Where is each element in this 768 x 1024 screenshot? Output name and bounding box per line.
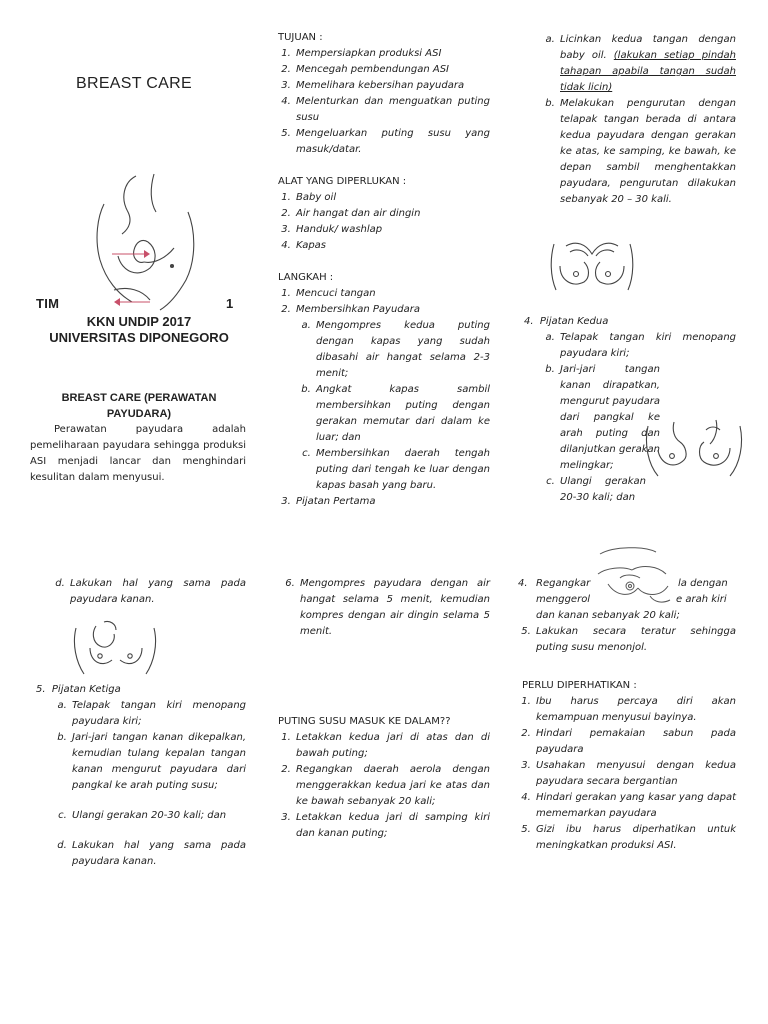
step-label: Pijatan Kedua bbox=[539, 316, 609, 327]
pijatan-pertama-list bbox=[540, 32, 736, 208]
list-item: 1. Baby oil bbox=[294, 190, 490, 206]
column-5 bbox=[282, 576, 490, 640]
baby-oil-text: baby oil. bbox=[560, 50, 607, 61]
puting-list-5 bbox=[518, 624, 736, 656]
list-item: 1. Mencuci tangan bbox=[294, 286, 490, 302]
list-item: d. Lakukan hal yang sama pada payudara kanan. bbox=[70, 838, 246, 870]
list-item bbox=[518, 576, 736, 608]
intro-heading: BREAST CARE (PERAWATAN PAYUDARA) bbox=[61, 392, 217, 420]
breast-care-illustration bbox=[84, 168, 204, 318]
list-item: 2. Air hangat dan air dingin bbox=[294, 206, 490, 222]
alat-list bbox=[278, 190, 490, 254]
perlu-list bbox=[518, 694, 736, 854]
list-item: 2. Mencegah pembendungan ASI bbox=[294, 62, 490, 78]
list-item: d. Lakukan hal yang sama pada payudara kanan. bbox=[68, 576, 246, 608]
org-line-1: KKN UNDIP 2017 bbox=[86, 314, 192, 329]
list-item: 3. Memelihara kebersihan payudara bbox=[294, 78, 490, 94]
list-item: c. Ulangi gerakan 20-30 kali; dan bbox=[70, 808, 246, 824]
step-5-label bbox=[36, 682, 246, 698]
step-number: 4. bbox=[524, 316, 534, 327]
langkah-2-sublist bbox=[296, 318, 490, 494]
tujuan-list bbox=[278, 46, 490, 158]
text-fragment: la dengan bbox=[678, 578, 728, 589]
step-label: Pijatan Ketiga bbox=[51, 684, 121, 695]
list-item: 5. Gizi ibu harus diperhatikan untuk meningkatkan produksi ASI. bbox=[534, 822, 736, 854]
pijatan-kedua-d bbox=[52, 576, 246, 608]
tujuan-heading: TUJUAN : bbox=[278, 32, 323, 43]
pijatan-ketiga bbox=[36, 682, 246, 870]
list-item: 3. Pijatan Pertama bbox=[294, 494, 490, 510]
text-fragment: dan kanan sebanyak 20 kali; bbox=[536, 610, 680, 621]
list-item: b. Jari-jari tangan kanan dikepalkan, kemudian tulang kepalan tangan kanan mengurut payudara dari pangkal ke arah puting susu; bbox=[70, 730, 246, 794]
list-item: 1. Mempersiapkan produksi ASI bbox=[294, 46, 490, 62]
langkah-list bbox=[278, 286, 490, 510]
pijatan-pertama-illustration bbox=[546, 236, 638, 296]
puting-section bbox=[278, 714, 490, 842]
list-item: 3. Usahakan menyusui dengan kedua payudara secara bergantian bbox=[534, 758, 736, 790]
list-item bbox=[294, 302, 490, 494]
step-text: b. Jari-jari tangan kanan dirapatkan, mengurut payudara dari pangkal ke arah puting dan dilanjutkan gerakan melingkar; bbox=[560, 364, 660, 471]
list-item: 1. Letakkan kedua jari di atas dan di bawah puting; bbox=[294, 730, 490, 762]
puting-heading: PUTING SUSU MASUK KE DALAM?? bbox=[278, 716, 451, 727]
step-4-label bbox=[524, 314, 736, 330]
pijatan-kedua-illustration bbox=[644, 416, 744, 480]
step-text: c. Ulangi gerakan 20-30 kali; dan bbox=[560, 476, 646, 503]
team-label: TIM bbox=[36, 296, 60, 311]
list-item: 4. Hindari gerakan yang kasar yang dapat mememarkan payudara bbox=[534, 790, 736, 822]
intro-text: Perawatan payudara adalah pemeliharaan payudara sehingga produksi ASI menjadi lancar dan menghindari kesulitan dalam menyusui. bbox=[30, 424, 246, 483]
page-title: BREAST CARE bbox=[76, 75, 192, 92]
list-item: 1. Ibu harus percaya diri akan kemampuan menyusui bayinya. bbox=[534, 694, 736, 726]
pijatan-ketiga-list bbox=[36, 698, 246, 870]
list-item: 2. Regangkan daerah aerola dengan menggerakkan kedua jari ke atas dan ke bawah sebanyak 20 kali; bbox=[294, 762, 490, 810]
text-fragment: Regangkar bbox=[536, 578, 591, 589]
team-number: 1 bbox=[226, 296, 234, 311]
text-fragment: e arah kiri bbox=[676, 594, 727, 605]
perlu-heading: PERLU DIPERHATIKAN : bbox=[522, 680, 637, 691]
langkah-list-cont bbox=[282, 576, 490, 640]
column-3 bbox=[540, 32, 736, 208]
alat-heading: ALAT YANG DIPERLUKAN : bbox=[278, 176, 407, 187]
step-text: Licinkan kedua tangan dengan bbox=[560, 34, 736, 45]
list-item: a. Telapak tangan kiri menopang payudara kiri; bbox=[70, 698, 246, 730]
column-2 bbox=[278, 30, 490, 510]
list-item-label: Membersihkan Payudara bbox=[296, 304, 421, 315]
org-line-2: UNIVERSITAS DIPONEGORO bbox=[49, 330, 229, 345]
list-item: c. Membersihkan daerah tengah puting dari tengah ke luar dengan kapas basah yang baru. bbox=[314, 446, 490, 494]
step-number: 5. bbox=[36, 684, 46, 695]
list-item: b. Melakukan pengurutan dengan telapak tangan berada di antara kedua payudara dengan gerakan ke atas, ke samping, ke bawah, ke depan sambil menghentakkan payudara, pengurutan dilakukan sebanyak 20 – 30 kali. bbox=[558, 96, 736, 208]
list-item: a. Mengompres kedua puting dengan kapas yang sudah dibasahi air hangat selama 2-3 menit; bbox=[314, 318, 490, 382]
list-item: a. Telapak tangan kiri menopang payudara kiri; bbox=[558, 330, 736, 362]
note-text: (lakukan setiap pindah tahapan apabila tangan sudah tidak licin) bbox=[560, 50, 736, 93]
langkah-heading: LANGKAH : bbox=[278, 272, 334, 283]
puting-list-cont bbox=[518, 576, 736, 656]
list-item: 3. Letakkan kedua jari di samping kiri dan kanan puting; bbox=[294, 810, 490, 842]
puting-list bbox=[278, 730, 490, 842]
list-item: b. Angkat kapas sambil membersihkan puting dengan gerakan memutar dari dalam ke luar; dan bbox=[314, 382, 490, 446]
list-item: 3. Handuk/ washlap bbox=[294, 222, 490, 238]
perlu-section bbox=[518, 678, 736, 854]
list-item: 5. Mengeluarkan puting susu yang masuk/datar. bbox=[294, 126, 490, 158]
list-item: 6. Mengompres payudara dengan air hangat selama 5 menit, kemudian kompres dengan air dingin selama 5 menit. bbox=[298, 576, 490, 640]
list-item: 2. Hindari pemakaian sabun pada payudara bbox=[534, 726, 736, 758]
pijatan-ketiga-illustration bbox=[70, 618, 160, 678]
step-number: 4. bbox=[518, 578, 528, 589]
list-item bbox=[558, 32, 736, 96]
text-fragment: menggerol bbox=[536, 594, 591, 605]
list-item: 4. Melenturkan dan menguatkan puting susu bbox=[294, 94, 490, 126]
list-item: 5. Lakukan secara teratur sehingga puting susu menonjol. bbox=[534, 624, 736, 656]
list-item: 4. Kapas bbox=[294, 238, 490, 254]
pijatan-kedua-list-cont bbox=[52, 576, 246, 608]
